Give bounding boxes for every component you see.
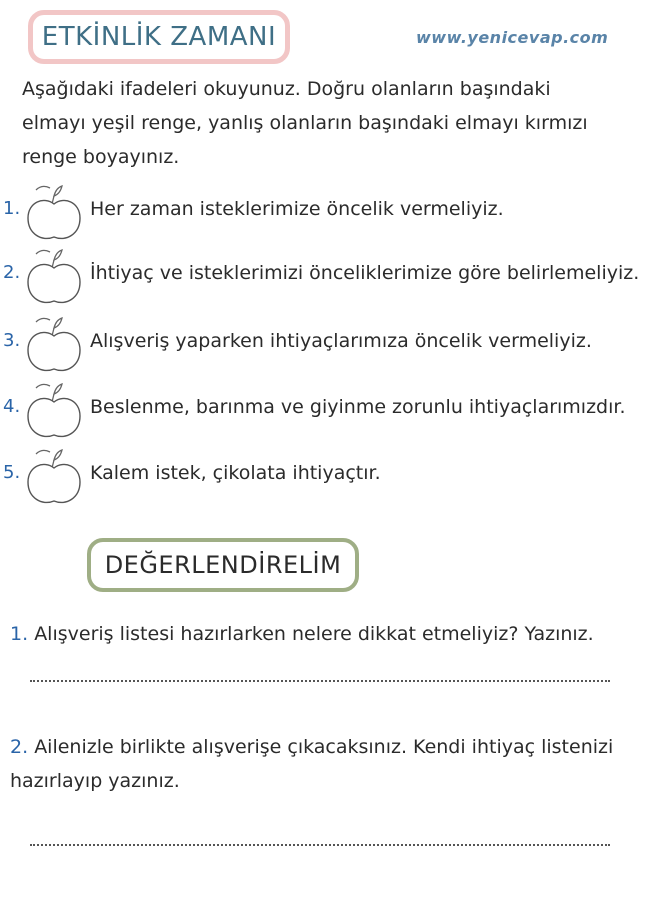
question-1-text: Alışveriş listesi hazırlarken nelere dikkat etmeliyiz? Yazınız. bbox=[34, 623, 594, 645]
apple-icon[interactable] bbox=[24, 246, 84, 308]
statement-text: Beslenme, barınma ve giyinme zorunlu ihtiyaçlarımızdır. bbox=[90, 396, 626, 418]
statement-item-3 bbox=[0, 330, 650, 390]
statement-number: 4. bbox=[3, 396, 21, 417]
statement-number: 3. bbox=[3, 330, 21, 351]
instructions-line-3: renge boyayınız. bbox=[22, 146, 180, 168]
question-2-line-2: hazırlayıp yazınız. bbox=[10, 770, 180, 792]
question-2-number: 2. bbox=[10, 736, 29, 758]
apple-icon[interactable] bbox=[24, 446, 84, 508]
statement-number: 2. bbox=[3, 262, 21, 283]
statement-item-2 bbox=[0, 262, 650, 322]
apple-icon[interactable] bbox=[24, 314, 84, 376]
statement-item-1 bbox=[0, 198, 650, 258]
instructions bbox=[22, 72, 642, 174]
activity-title bbox=[28, 10, 290, 64]
apple-icon[interactable] bbox=[24, 380, 84, 442]
statement-item-4 bbox=[0, 396, 650, 456]
statement-number: 5. bbox=[3, 462, 21, 483]
question-1 bbox=[10, 617, 594, 651]
statement-text: İhtiyaç ve isteklerimizi önceliklerimize göre belirlemeliyiz. bbox=[90, 262, 640, 284]
statement-text: Her zaman isteklerimize öncelik vermeliyiz. bbox=[90, 198, 504, 220]
evaluation-title-text: DEĞERLENDİRELİM bbox=[104, 551, 342, 579]
answer-line-1[interactable] bbox=[30, 680, 610, 682]
site-url: www.yenicevap.com bbox=[416, 28, 609, 47]
question-2 bbox=[10, 730, 613, 798]
apple-icon[interactable] bbox=[24, 182, 84, 244]
statement-item-5 bbox=[0, 462, 650, 522]
evaluation-title bbox=[87, 538, 359, 592]
question-1-number: 1. bbox=[10, 623, 29, 645]
answer-line-2[interactable] bbox=[30, 844, 610, 846]
statement-text: Alışveriş yaparken ihtiyaçlarımıza öncelik vermeliyiz. bbox=[90, 330, 592, 352]
instructions-line-2: elmayı yeşil renge, yanlış olanların başındaki elmayı kırmızı bbox=[22, 112, 588, 134]
statement-text: Kalem istek, çikolata ihtiyaçtır. bbox=[90, 462, 381, 484]
activity-title-text: ETKİNLİK ZAMANI bbox=[41, 22, 277, 52]
statement-number: 1. bbox=[3, 198, 21, 219]
instructions-line-1: Aşağıdaki ifadeleri okuyunuz. Doğru olanların başındaki bbox=[22, 78, 551, 100]
question-2-line-1: Ailenizle birlikte alışverişe çıkacaksınız. Kendi ihtiyaç listenizi bbox=[34, 736, 614, 758]
